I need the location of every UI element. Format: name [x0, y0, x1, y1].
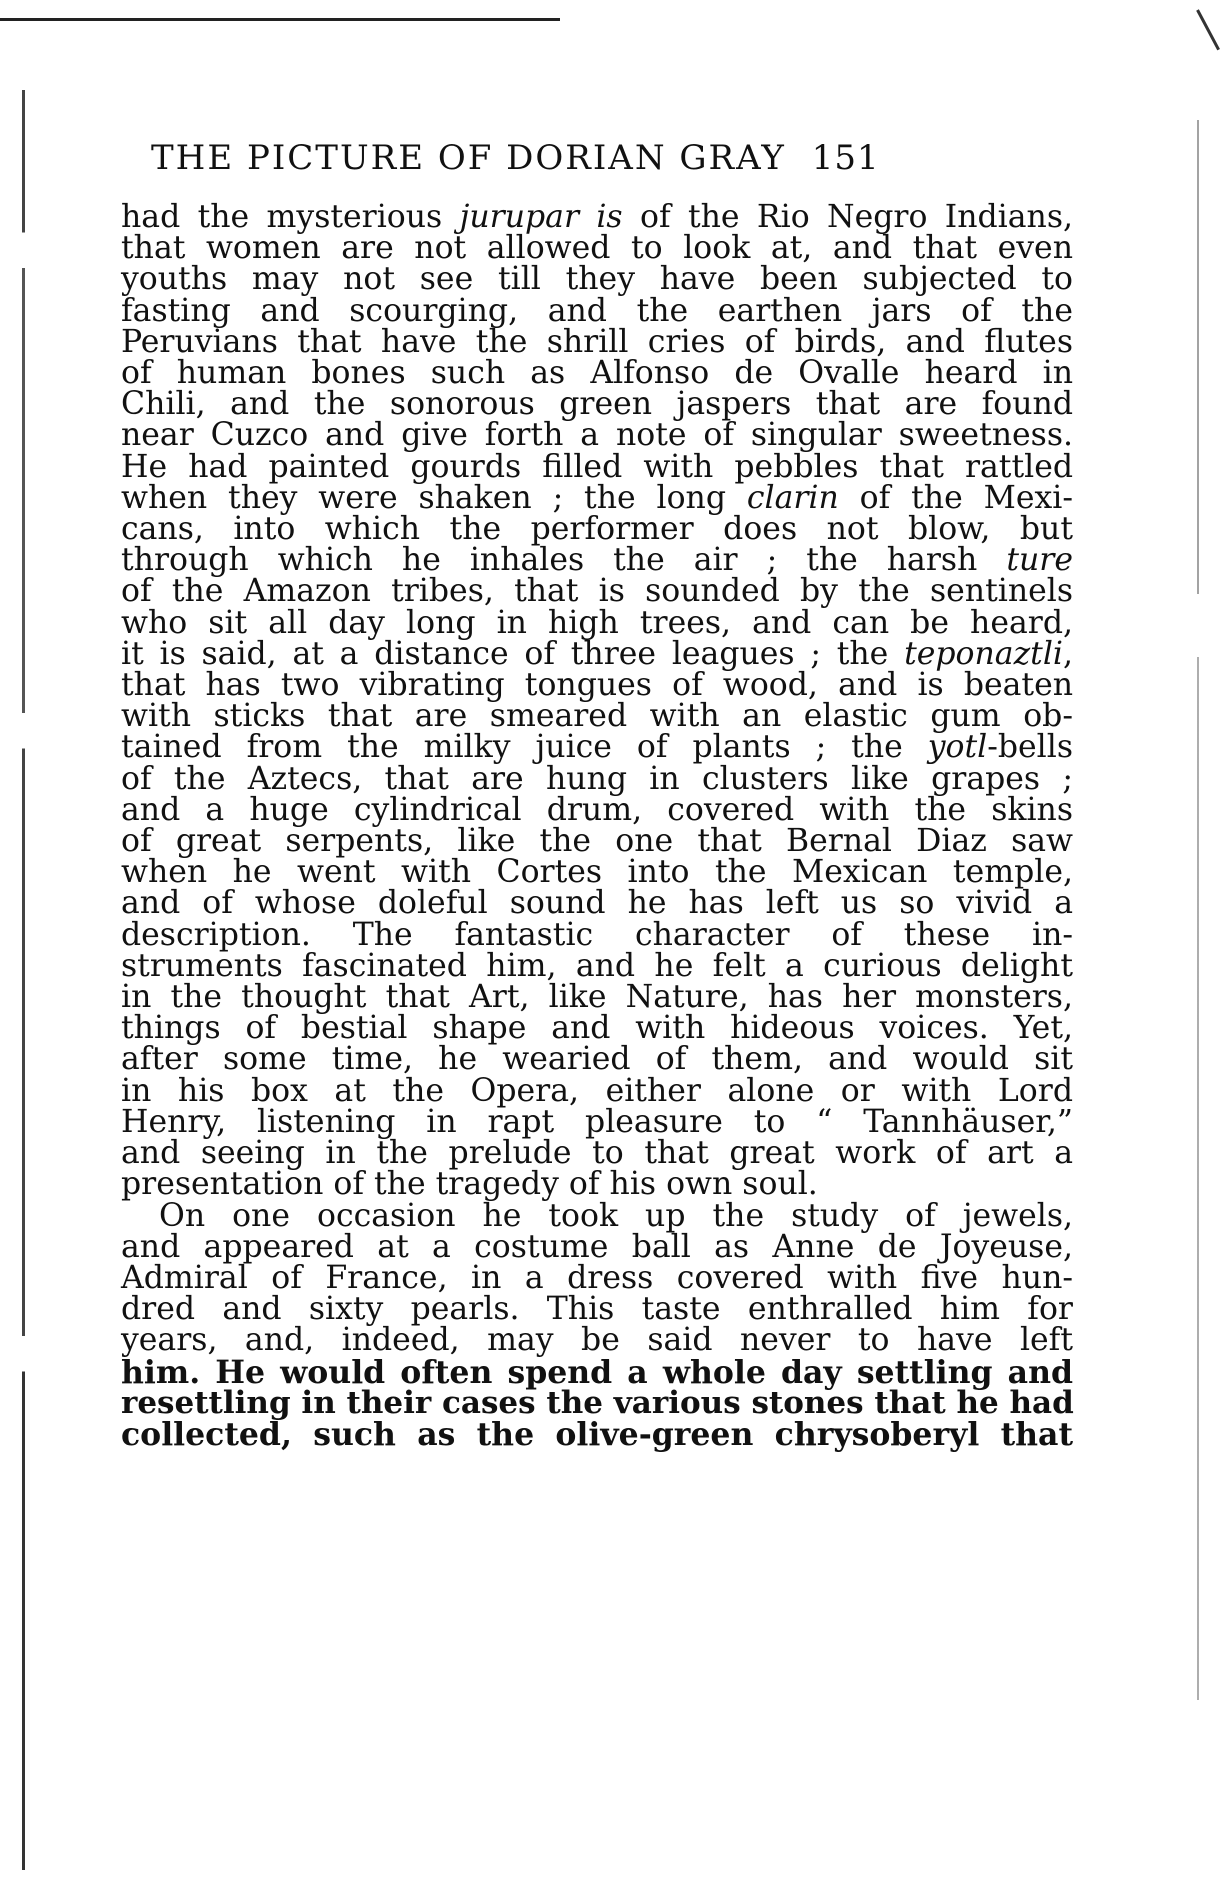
text-line: of the Aztecs, that are hung in clusters like grapes ;	[121, 760, 1073, 797]
text-line: On one occasion he took up the study of jewels,	[159, 1197, 1073, 1234]
text-line: in the thought that Art, like Nature, has her monsters,	[121, 979, 1073, 1016]
text-line: that women are not allowed to look at, and that even	[121, 230, 1073, 267]
text-line: things of bestial shape and with hideous voices. Yet,	[121, 1010, 1073, 1047]
text-line: Admiral of France, in a dress covered with five hun-	[121, 1259, 1073, 1296]
text-line: through which he inhales the air ; the harsh ture	[121, 542, 1073, 579]
text-line: it is said, at a distance of three leagues ; the teponaztli,	[121, 635, 1073, 672]
text-line: in his box at the Opera, either alone or with Lord	[121, 1072, 1073, 1109]
book-page	[121, 138, 1074, 1453]
text-line: description. The fantastic character of these in-	[121, 916, 1073, 953]
text-line: him. He would often spend a whole day settling and	[121, 1353, 1073, 1391]
corner-mark	[1196, 9, 1220, 50]
text-line: of great serpents, like the one that Bernal Diaz saw	[121, 823, 1073, 860]
page-edge-left	[22, 90, 25, 1870]
text-line: resettling in their cases the various stones that he had	[121, 1384, 1074, 1421]
text-line: after some time, he wearied of them, and would sit	[121, 1041, 1073, 1078]
text-line: near Cuzco and give forth a note of singular sweetness.	[121, 417, 1073, 454]
text-line: cans, into which the performer does not blow, but	[121, 511, 1073, 548]
text-line: youths may not see till they have been subjected to	[121, 261, 1073, 298]
running-title: THE PICTURE OF DORIAN GRAY	[151, 138, 786, 178]
running-head	[151, 138, 1073, 184]
top-rule	[0, 18, 560, 21]
text-line: dred and sixty pearls. This taste enthralled him for	[121, 1291, 1073, 1328]
text-line: Henry, listening in rapt pleasure to “ Tannhäuser,”	[121, 1103, 1073, 1140]
text-line: tained from the milky juice of plants ; the yotl-bells	[121, 729, 1073, 766]
text-line: and seeing in the prelude to that great work of art a	[121, 1135, 1073, 1172]
text-line: that has two vibrating tongues of wood, and is beaten	[121, 667, 1073, 704]
text-line: and of whose doleful sound he has left us so vivid a	[121, 885, 1073, 922]
text-line: He had painted gourds filled with pebbles that rattled	[121, 448, 1073, 485]
text-line: had the mysterious jurupar is of the Rio Negro Indians,	[121, 199, 1074, 235]
text-line: who sit all day long in high trees, and can be heard,	[121, 604, 1073, 641]
text-line: of human bones such as Alfonso de Ovalle heard in	[121, 355, 1073, 392]
text-line: of the Amazon tribes, that is sounded by the sentinels	[121, 573, 1073, 610]
page-number: 151	[811, 138, 880, 178]
text-line: Peruvians that have the shrill cries of birds, and flutes	[121, 323, 1073, 360]
text-line: with sticks that are smeared with an elastic gum ob-	[121, 698, 1073, 735]
text-line: when they were shaken ; the long clarin of the Mexi-	[121, 479, 1073, 516]
text-line: and a huge cylindrical drum, covered with the skins	[121, 791, 1073, 828]
text-line: presentation of the tragedy of his own soul.	[121, 1166, 818, 1203]
text-line: when he went with Cortes into the Mexican temple,	[121, 854, 1073, 891]
body-text	[121, 199, 1074, 1453]
text-line: and appeared at a costume ball as Anne de Joyeuse,	[121, 1228, 1073, 1265]
text-line: struments fascinated him, and he felt a curious delight	[121, 947, 1073, 984]
text-line: collected, such as the olive-green chrysoberyl that	[121, 1415, 1073, 1453]
text-line: Chili, and the sonorous green jaspers that are found	[121, 386, 1073, 423]
text-line: years, and, indeed, may be said never to have left	[121, 1322, 1073, 1359]
text-line: fasting and scourging, and the earthen jars of the	[121, 292, 1073, 329]
page-edge-right	[1197, 120, 1199, 1700]
